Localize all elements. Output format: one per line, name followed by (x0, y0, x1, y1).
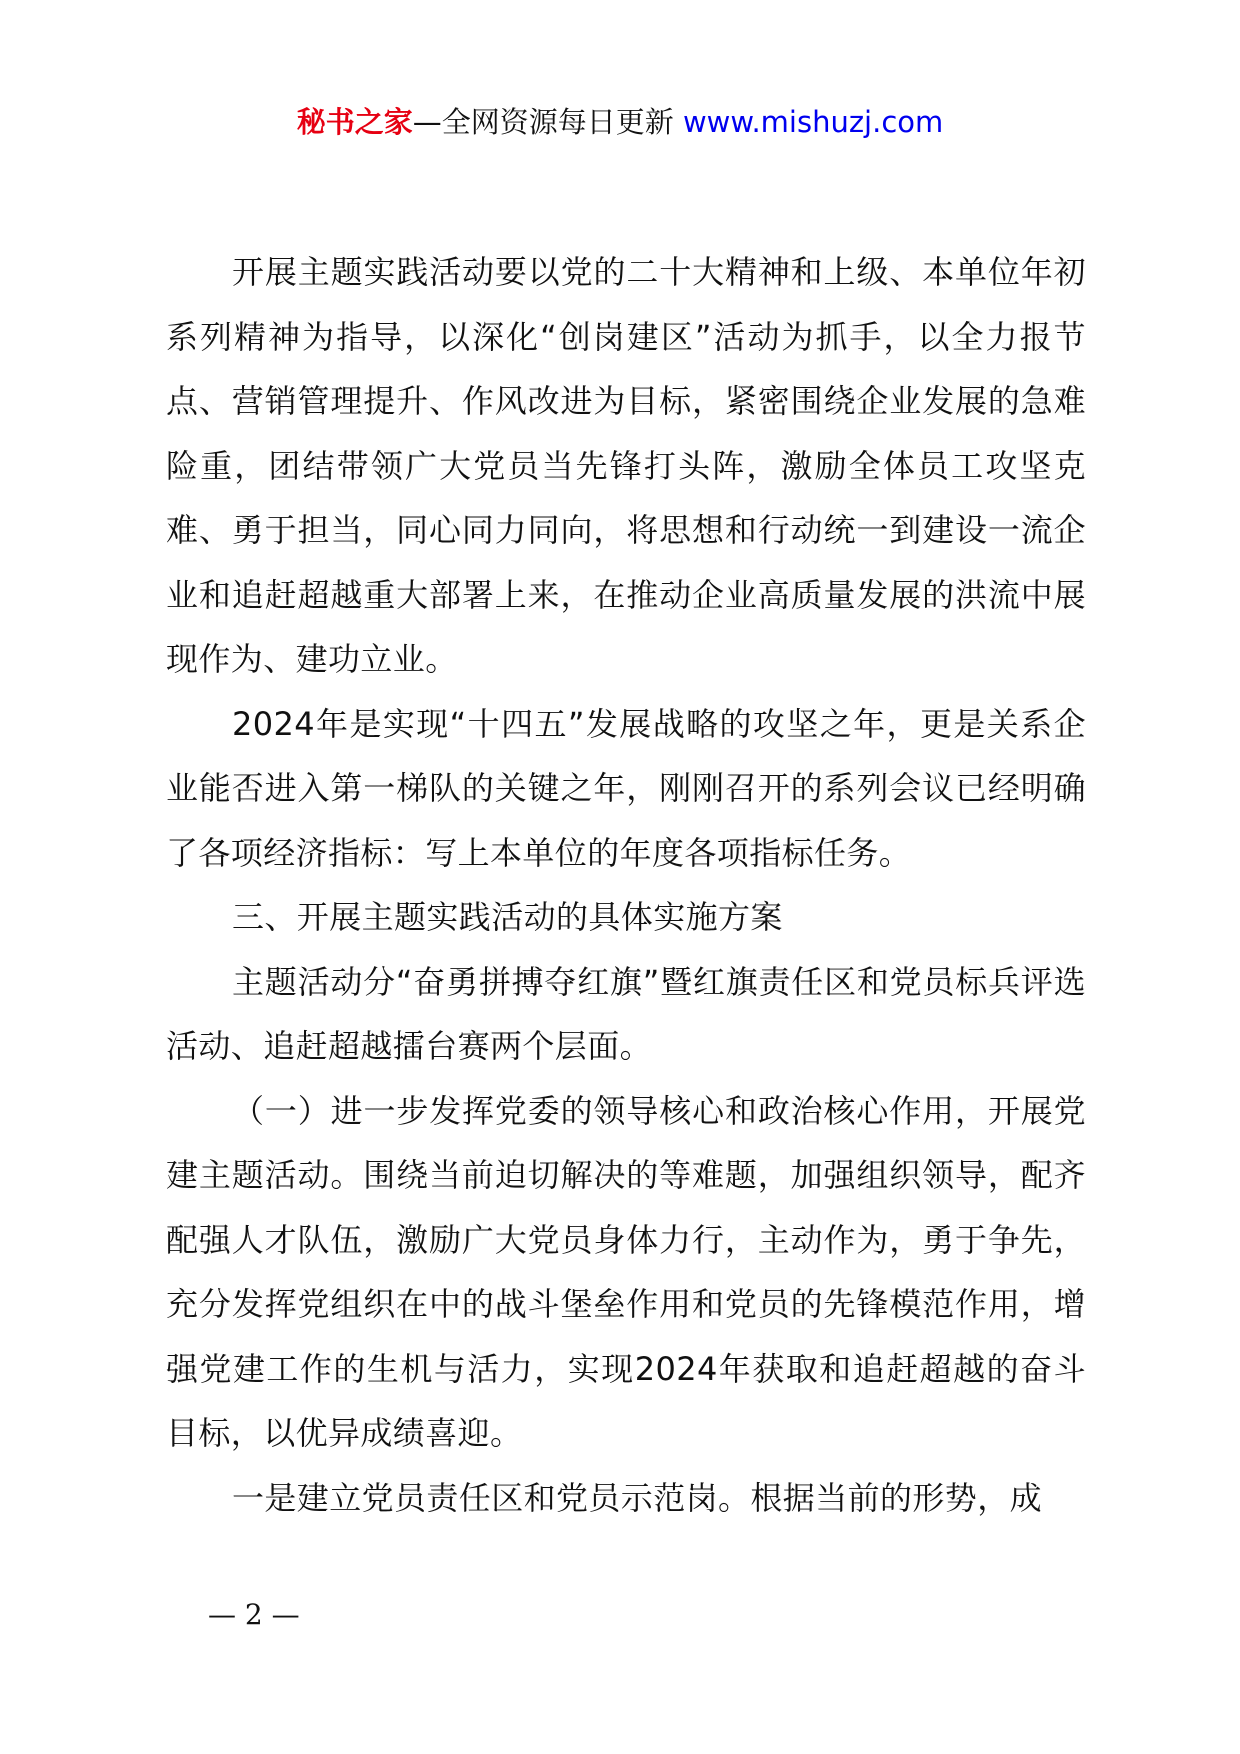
site-url-link[interactable]: www.mishuzj.com (682, 105, 944, 139)
paragraph-4: 主题活动分“奋勇拼搏夺红旗”暨红旗责任区和党员标兵评选活动、追赶超越擂台赛两个层面。 (166, 962, 1086, 1065)
section-heading-3: 三、开展主题实践活动的具体实施方案 (232, 898, 783, 936)
paragraph-1: 开展主题实践活动要以党的二十大精神和上级、本单位年初系列精神为指导，以深化“创岗建区”活动为抓手，以全力报节点、营销管理提升、作风改进为目标，紧密围绕企业发展的急难险重，团结带领广大党员当先锋打头阵，激励全体员工攻坚克难、勇于担当，同心同力同向，将思想和行动统一到建设一流企业和追赶超越重大部署上来，在推动企业高质量发展的洪流中展现作为、建功立业。 (166, 253, 1086, 678)
document-body (166, 240, 1086, 1530)
site-tagline: —全网资源每日更新 (412, 105, 674, 139)
paragraph-5: （一）进一步发挥党委的领导核心和政治核心作用，开展党建主题活动。围绕当前迫切解决的等难题，加强组织领导，配齐配强人才队伍，激励广大党员身体力行，主动作为，勇于争先，充分发挥党组织在中的战斗堡垒作用和党员的先锋模范作用，增强党建工作的生机与活力，实现2024年获取和追赶超越的奋斗目标，以优异成绩喜迎。 (166, 1091, 1086, 1452)
site-header (0, 102, 1240, 142)
page-number: — 2 — (208, 1598, 300, 1631)
paragraph-6: 一是建立党员责任区和党员示范岗。根据当前的形势，成 (232, 1478, 1043, 1517)
site-brand: 秘书之家 (296, 105, 413, 139)
paragraph-2: 2024年是实现“十四五”发展战略的攻坚之年，更是关系企业能否进入第一梯队的关键之年，刚刚召开的系列会议已经明确了各项经济指标：写上本单位的年度各项指标任务。 (166, 704, 1086, 872)
